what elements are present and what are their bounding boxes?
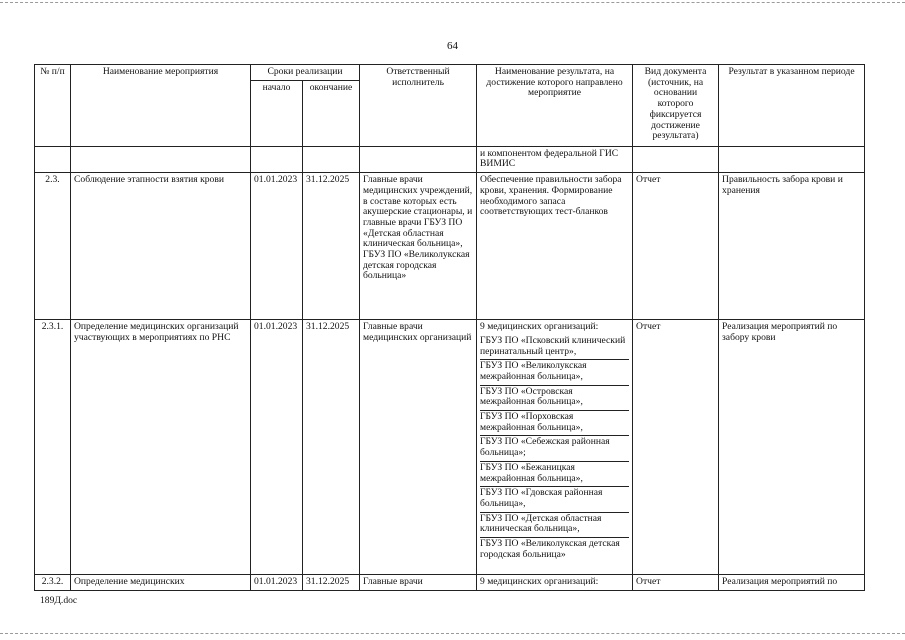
org-item: ГБУЗ ПО «Себежская районная больница»; <box>480 436 629 461</box>
measures-table <box>34 64 865 591</box>
row-doc-type: Отчет <box>633 320 719 575</box>
row-start: 01.01.2023 <box>251 575 303 591</box>
row-doc-type: Отчет <box>633 575 719 591</box>
org-item: ГБУЗ ПО «Гдовская районная больница», <box>480 487 629 512</box>
row-num: 2.3.1. <box>35 320 71 575</box>
table-row <box>35 173 865 320</box>
header-row-1 <box>35 65 865 81</box>
row-executor: Главные врачи медицинских организаций <box>360 320 477 575</box>
col-header-executor: Ответственный исполнитель <box>360 65 477 147</box>
col-header-start: начало <box>251 80 303 146</box>
row-num: 2.3.2. <box>35 575 71 591</box>
row-start: 01.01.2023 <box>251 320 303 575</box>
col-header-result-name: Наименование результата, на достижение которого направлено мероприятие <box>477 65 633 147</box>
continuation-result-name: и компонентом федеральной ГИС ВИМИС <box>477 146 633 172</box>
org-item: ГБУЗ ПО «Бежаницкая межрайонная больница», <box>480 462 629 487</box>
table-row <box>35 320 865 575</box>
row-end: 31.12.2025 <box>303 575 360 591</box>
col-header-timeline: Сроки реализации <box>251 65 360 81</box>
org-item: ГБУЗ ПО «Псковский клинический перинатальный центр», <box>480 335 629 360</box>
row-period-result: Реализация мероприятий по забору крови <box>719 320 865 575</box>
org-item: ГБУЗ ПО «Порховская межрайонная больница», <box>480 411 629 436</box>
row-end: 31.12.2025 <box>303 173 360 320</box>
row-end: 31.12.2025 <box>303 320 360 575</box>
row-result-name: 9 медицинских организаций: <box>477 575 633 591</box>
row-period-result: Реализация мероприятий по <box>719 575 865 591</box>
row-result-orgs <box>477 320 633 575</box>
result-lead: 9 медицинских организаций: <box>480 321 599 333</box>
org-item: ГБУЗ ПО «Островская межрайонная больница», <box>480 386 629 411</box>
col-header-num: № п/п <box>35 65 71 147</box>
row-num: 2.3. <box>35 173 71 320</box>
col-header-period-result: Результат в указанном периоде <box>719 65 865 147</box>
row-name: Определение медицинских организаций участвующих в мероприятиях по РНС <box>71 320 251 575</box>
col-header-end: окончание <box>303 80 360 146</box>
org-item: ГБУЗ ПО «Великолукская детская городская больница» <box>480 538 620 560</box>
org-item: ГБУЗ ПО «Детская областная клиническая больница», <box>480 513 629 538</box>
row-result-name: Обеспечение правильности забора крови, хранения. Формирование необходимого запаса соответствующих тест-бланков <box>477 173 633 320</box>
row-period-result: Правильность забора крови и хранения <box>719 173 865 320</box>
scan-top-edge <box>0 2 905 3</box>
col-header-name: Наименование мероприятия <box>71 65 251 147</box>
row-name: Определение медицинских <box>71 575 251 591</box>
row-name: Соблюдение этапности взятия крови <box>71 173 251 320</box>
scan-bottom-edge <box>0 633 905 634</box>
row-executor: Главные врачи <box>360 575 477 591</box>
footer-filename: 189Д.doc <box>40 595 78 606</box>
row-start: 01.01.2023 <box>251 173 303 320</box>
continuation-row <box>35 146 865 172</box>
row-executor: Главные врачи медицинских учреждений, в составе которых есть акушерские стационары, и главные врачи ГБУЗ ПО «Детская областная клиническая больница», ГБУЗ ПО «Великолукская детская городская больница» <box>360 173 477 320</box>
table-row <box>35 575 865 591</box>
row-doc-type: Отчет <box>633 173 719 320</box>
org-item: ГБУЗ ПО «Великолукская межрайонная больница», <box>480 360 629 385</box>
page-number: 64 <box>447 40 458 52</box>
col-header-doc-type: Вид документа (источник, на основании которого фиксируется достижение результата) <box>633 65 719 147</box>
